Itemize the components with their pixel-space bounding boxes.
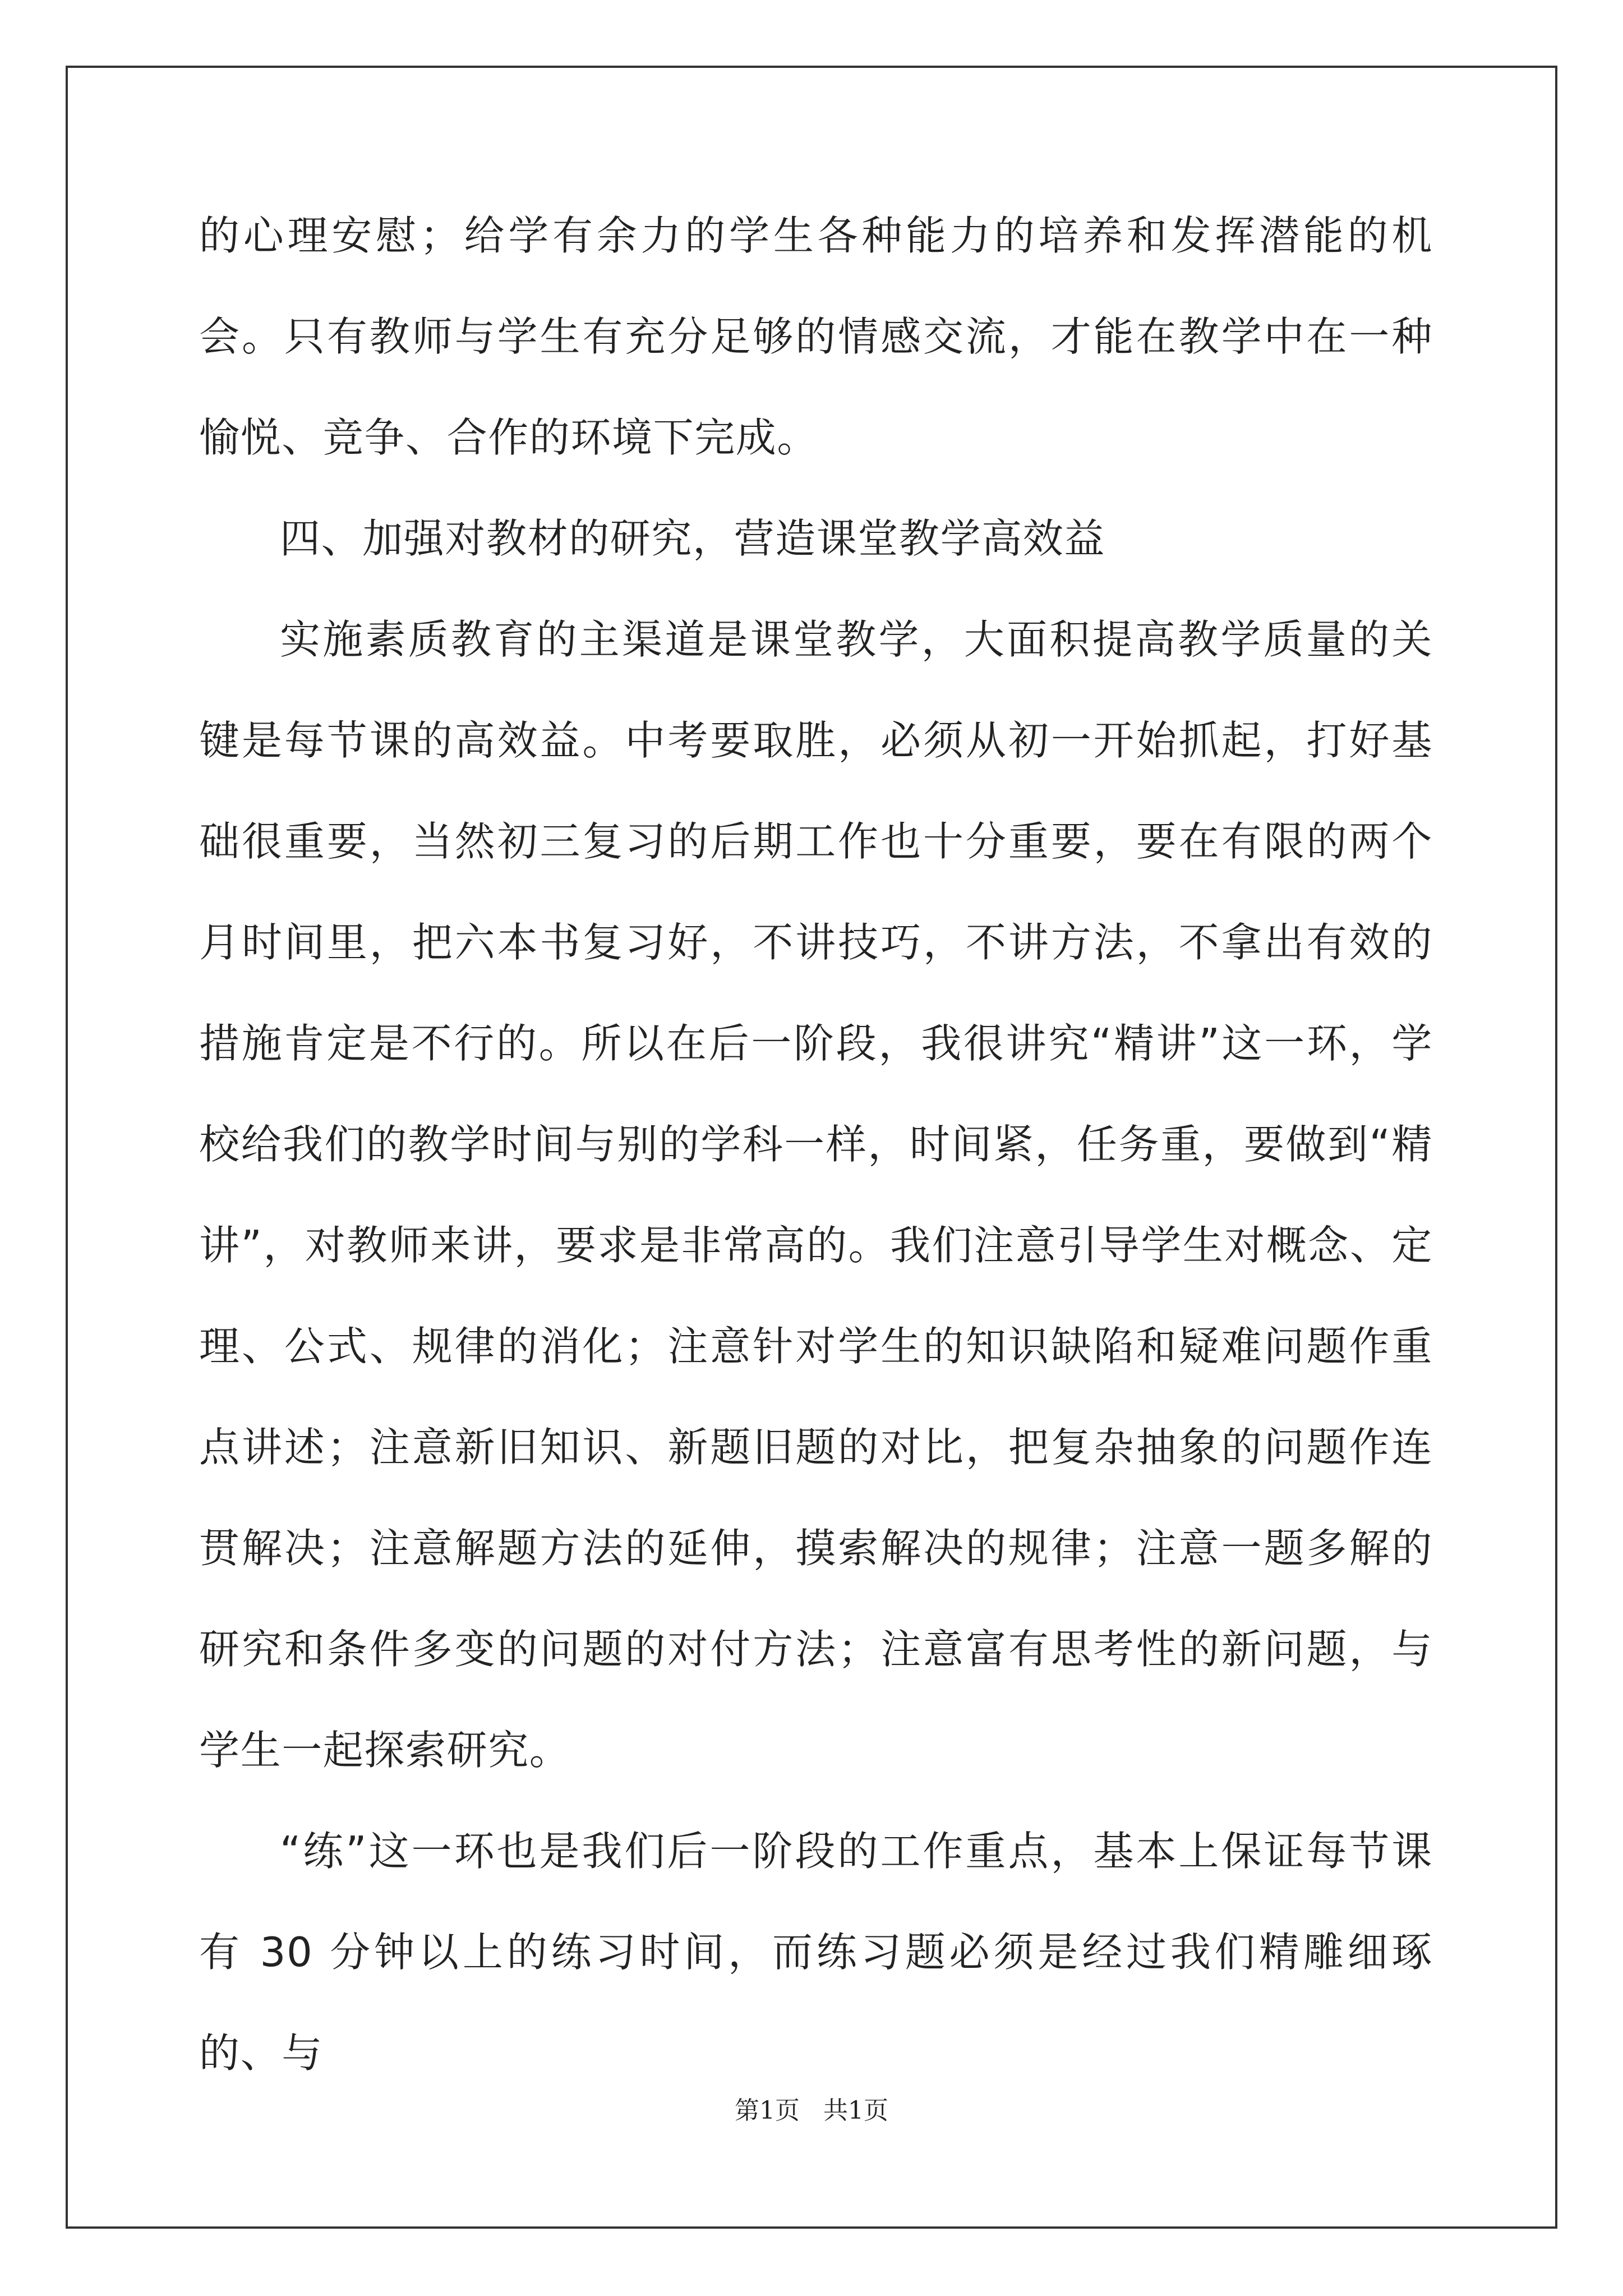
paragraph-1: 的心理安慰；给学有余力的学生各种能力的培养和发挥潜能的机会。只有教师与学生有充分足够的情感交流，才能在教学中在一种愉悦、竞争、合作的环境下完成。 (199, 212, 1433, 461)
page-footer: 第1页 共1页 (735, 2096, 888, 2125)
paragraph-2: 实施素质教育的主渠道是课堂教学，大面积提高教学质量的关键是每节课的高效益。中考要取胜，必须从初一开始抓起，打好基础很重要，当然初三复习的后期工作也十分重要，要在有限的两个月时间里，把六本书复习好，不讲技巧，不讲方法，不拿出有效的措施肯定是不行的。所以在后一阶段，我很讲究“精讲”这一环，学校给我们的教学时间与别的学科一样，时间紧，任务重，要做到“精讲”，对教师来讲，要求是非常高的。我们注意引导学生对概念、定理、公式、规律的消化；注意针对学生的知识缺陷和疑难问题作重点讲述；注意新旧知识、新题旧题的对比，把复杂抽象的问题作连贯解决；注意解题方法的延伸，摸索解决的规律；注意一题多解的研究和条件多变的问题的对付方法；注意富有思考性的新问题，与学生一起探索研究。 (199, 616, 1433, 1774)
paragraph-3: “练”这一环也是我们后一阶段的工作重点，基本上保证每节课有 30 分钟以上的练习时间，而练习题必须是经过我们精雕细琢的、与 (199, 1828, 1433, 2077)
section-heading: 四、加强对教材的研究，营造课堂教学高效益 (280, 515, 1106, 562)
document-body (199, 185, 1433, 2104)
